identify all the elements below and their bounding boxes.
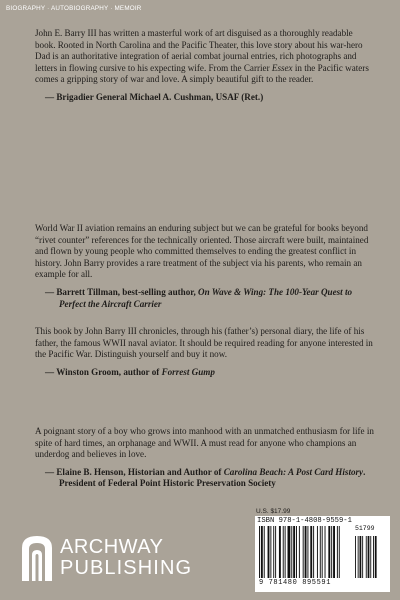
ship-name: Essex: [271, 62, 293, 73]
blurb-attribution: [35, 287, 375, 310]
barcode-bar: [368, 536, 370, 578]
barcode-bar: [333, 526, 335, 578]
publisher-name: [60, 537, 192, 579]
attribution-author: — Winston Groom, author of: [45, 366, 162, 377]
barcode-bar: [288, 526, 291, 578]
barcode-bar: [303, 526, 304, 578]
blurb-3: [35, 326, 375, 378]
isbn-label: ISBN 978-1-4808-9559-1: [257, 517, 352, 525]
barcode-bar: [322, 526, 323, 578]
barcode-bar: [268, 526, 270, 578]
barcode-bar: [331, 526, 332, 578]
barcode-bar: [285, 526, 286, 578]
ean-digits: 9 781480 895591: [259, 579, 332, 587]
barcode-bar: [337, 526, 338, 578]
barcode-bar: [373, 536, 374, 578]
attribution-book-title: Forrest Gump: [161, 366, 215, 377]
isbn-barcode: [255, 516, 390, 592]
barcode-bar: [310, 526, 312, 578]
barcode-bars: [259, 526, 386, 578]
barcode-bar: [273, 526, 274, 578]
barcode-bar: [261, 526, 263, 578]
barcode-bar: [299, 526, 300, 578]
attribution-book-title: Carolina Beach: A Post Card History: [223, 466, 364, 477]
barcode-bar: [275, 526, 276, 578]
attribution-author: — Elaine B. Henson, Historian and Author of: [45, 466, 224, 477]
barcode-bar: [305, 526, 307, 578]
barcode-bar: [358, 536, 359, 578]
blurb-2: [35, 223, 375, 310]
barcode-bar: [320, 526, 321, 578]
barcode-bar: [293, 526, 295, 578]
barcode-bar: [339, 526, 340, 578]
blurb-4: [35, 426, 375, 490]
barcode-bar: [375, 536, 377, 578]
barcode-bar: [370, 536, 371, 578]
barcode-bar: [317, 526, 318, 578]
barcode-bar: [313, 526, 314, 578]
barcode-bar: [362, 536, 363, 578]
blurb-text: John E. Barry III has written a masterful work of art disguised as a thoroughly readable book. Rooted in North Carolina and the Pacific Theater, this love story about his war-hero Dad is an authoritative integration of aerial combat journal entries, rich photographs and letters in flowing cursive to his expecting wife. From the Carrier Essex in the Pacific waters comes a gripping story of war and love. A simply beautiful gift to the reader.: [35, 28, 369, 85]
blurb-text: A poignant story of a boy who grows into manhood with an unmatched enthusiasm for life in spite of hard times, an orphanage and WWII. A must read for anyone who champions an underdog and believes in love.: [35, 426, 374, 460]
barcode-bar: [283, 526, 284, 578]
publisher-name-line2: PUBLISHING: [60, 557, 193, 579]
barcode-bar: [328, 526, 330, 578]
barcode-bar: [360, 536, 362, 578]
attribution-suffix: . President of Federal Point Historic Preservation Society: [59, 466, 366, 489]
barcode-bar: [270, 526, 271, 578]
blurb-1: [35, 28, 375, 104]
barcode-bar: [259, 526, 260, 578]
barcode-bar: [366, 536, 367, 578]
blurb-text: This book by John Barry III chronicles, through his (father’s) personal diary, the life of his father, the famous WWII naval aviator. It should be required reading for anyone interested in the Pacific War. Distinguish yourself and buy it now.: [35, 326, 373, 360]
blurb-text: World War II aviation remains an enduring subject but we can be grateful for books beyond “rivet counter” references for the technically oriented. Those aircraft were built, maintained and flown by young people who committed themselves to ending the greatest conflict in history. John Barry provides a rare treatment of the subject via his parents, who remain an example for all.: [35, 223, 369, 280]
barcode-bar: [264, 526, 265, 578]
attribution-author: — Barrett Tillman, best-selling author,: [45, 286, 199, 297]
blurb-attribution: [35, 467, 375, 490]
attribution-book-title: On Wave & Wing: The 100-Year Quest to Perfect the Aircraft Carrier: [59, 286, 353, 309]
blurb-attribution: [35, 367, 375, 379]
barcode-bar: [296, 526, 297, 578]
barcode-bar: [325, 526, 326, 578]
barcode-bar: [307, 526, 308, 578]
barcode-supplement: 51799: [355, 525, 375, 532]
barcode-bar: [291, 526, 292, 578]
archway-logo-icon: [20, 534, 54, 582]
barcode-bar: [279, 526, 281, 578]
barcode-bar: [355, 536, 356, 578]
category-label: BIOGRAPHY · AUTOBIOGRAPHY · MEMOIR: [6, 5, 142, 12]
blurb-attribution: — Brigadier General Michael A. Cushman, USAF (Ret.): [45, 91, 264, 102]
publisher-name-line1: ARCHWAY: [60, 536, 164, 558]
price-label: U.S. $17.99: [256, 508, 291, 515]
publisher-logo: [20, 534, 192, 582]
